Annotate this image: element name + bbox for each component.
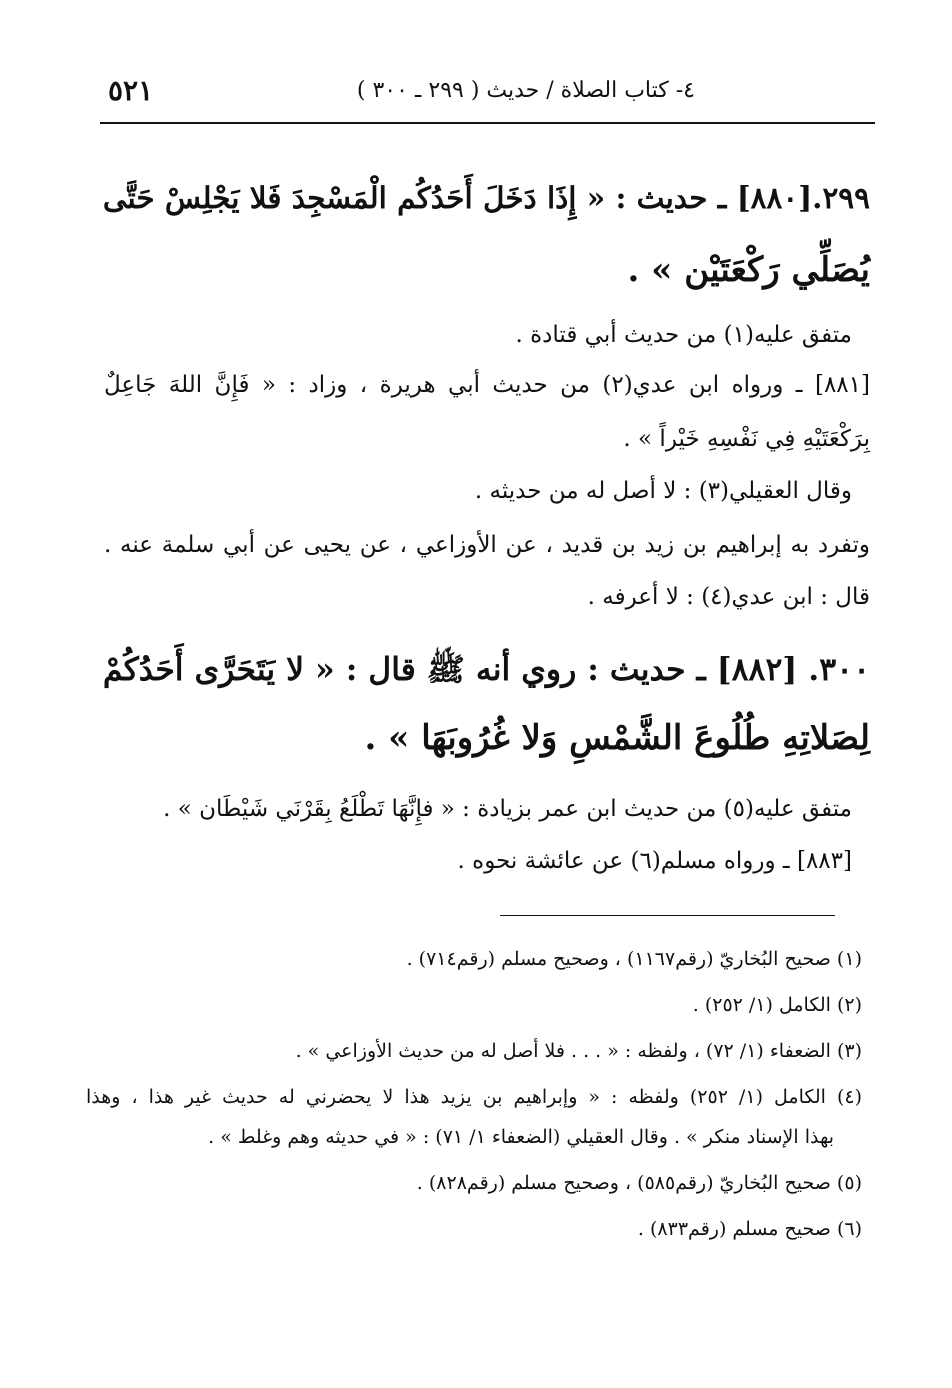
- footnote-5: (٥) صحيح البُخاريّ (رقم٥٨٥) ، وصحيح مسلم (رقم٨٢٨) .: [416, 1172, 862, 1194]
- footnote-6: (٦) صحيح مسلم (رقم٨٣٣) .: [637, 1218, 862, 1240]
- page-header: [100, 72, 875, 116]
- hadith-299-line-2: يُصَلِّي رَكْعَتَيْن » .: [627, 250, 870, 290]
- hadith-300-line-2: لِصَلاتِهِ طُلُوعَ الشَّمْسِ وَلا غُرُوبَهَا » .: [364, 718, 870, 758]
- footnote-3: (٣) الضعفاء (١/ ٧٢) ، ولفظه : « . . . فلا أصل له من حديث الأوزاعي » .: [295, 1040, 862, 1062]
- paragraph-ibn-adi-line-1: [٨٨١] ـ ورواه ابن عدي(٢) من حديث أبي هريرة ، وزاد : « فَإِنَّ اللهَ جَاعِلٌ: [104, 372, 870, 398]
- hadith-299-line-1: ٢٩٩.[٨٨٠] ـ حديث : « إِذَا دَخَلَ أَحَدُكُم الْمَسْجِدَ فَلا يَجْلِسْ حَتَّى: [102, 180, 870, 215]
- paragraph-ibn-adi-line-2: بِرَكْعَتَيْهِ فِي نَفْسِهِ خَيْراً » .: [623, 426, 870, 452]
- footnote-divider: [500, 915, 835, 916]
- paragraph-ibn-umar: متفق عليه(٥) من حديث ابن عمر بزيادة : « فإِنَّهَا تَطْلَعُ بِقَرْنَي شَيْطَان » .: [163, 796, 852, 822]
- paragraph-ibrahim: وتفرد به إبراهيم بن زيد بن قديد ، عن الأوزاعي ، عن يحيى عن أبي سلمة عنه .: [104, 532, 870, 558]
- paragraph-muslim-aisha: [٨٨٣] ـ ورواه مسلم(٦) عن عائشة نحوه .: [457, 848, 852, 874]
- running-title: ٤- كتاب الصلاة / حديث ( ٢٩٩ ـ ٣٠٠ ): [356, 78, 695, 103]
- page-number: ٥٢١: [108, 74, 154, 107]
- footnote-1: (١) صحيح البُخاريّ (رقم١١٦٧) ، وصحيح مسلم (رقم٧١٤) .: [406, 948, 862, 970]
- paragraph-uqaili: وقال العقيلي(٣) : لا أصل له من حديثه .: [474, 478, 852, 504]
- header-divider: [100, 122, 875, 124]
- paragraph-ibn-adi-unknown: قال : ابن عدي(٤) : لا أعرفه .: [587, 584, 870, 610]
- footnote-2: (٢) الكامل (١/ ٢٥٢) .: [692, 994, 862, 1016]
- footnote-4-line-1: (٤) الكامل (١/ ٢٥٢) ولفظه : « وإبراهيم بن يزيد هذا لا يحضرني له حديث غير هذا ، وهذا: [86, 1086, 862, 1108]
- hadith-300-line-1: ٣٠٠. [٨٨٢] ـ حديث : روي أنه ﷺ قال : « لا يَتَحَرَّى أَحَدُكُمْ: [102, 651, 870, 688]
- footnote-4-line-2: بهذا الإسناد منكر » . وقال العقيلي (الضعفاء ١/ ٧١) : « في حديثه وهم وغلط » .: [208, 1126, 834, 1148]
- paragraph-agreed-qatada: متفق عليه(١) من حديث أبي قتادة .: [515, 322, 852, 348]
